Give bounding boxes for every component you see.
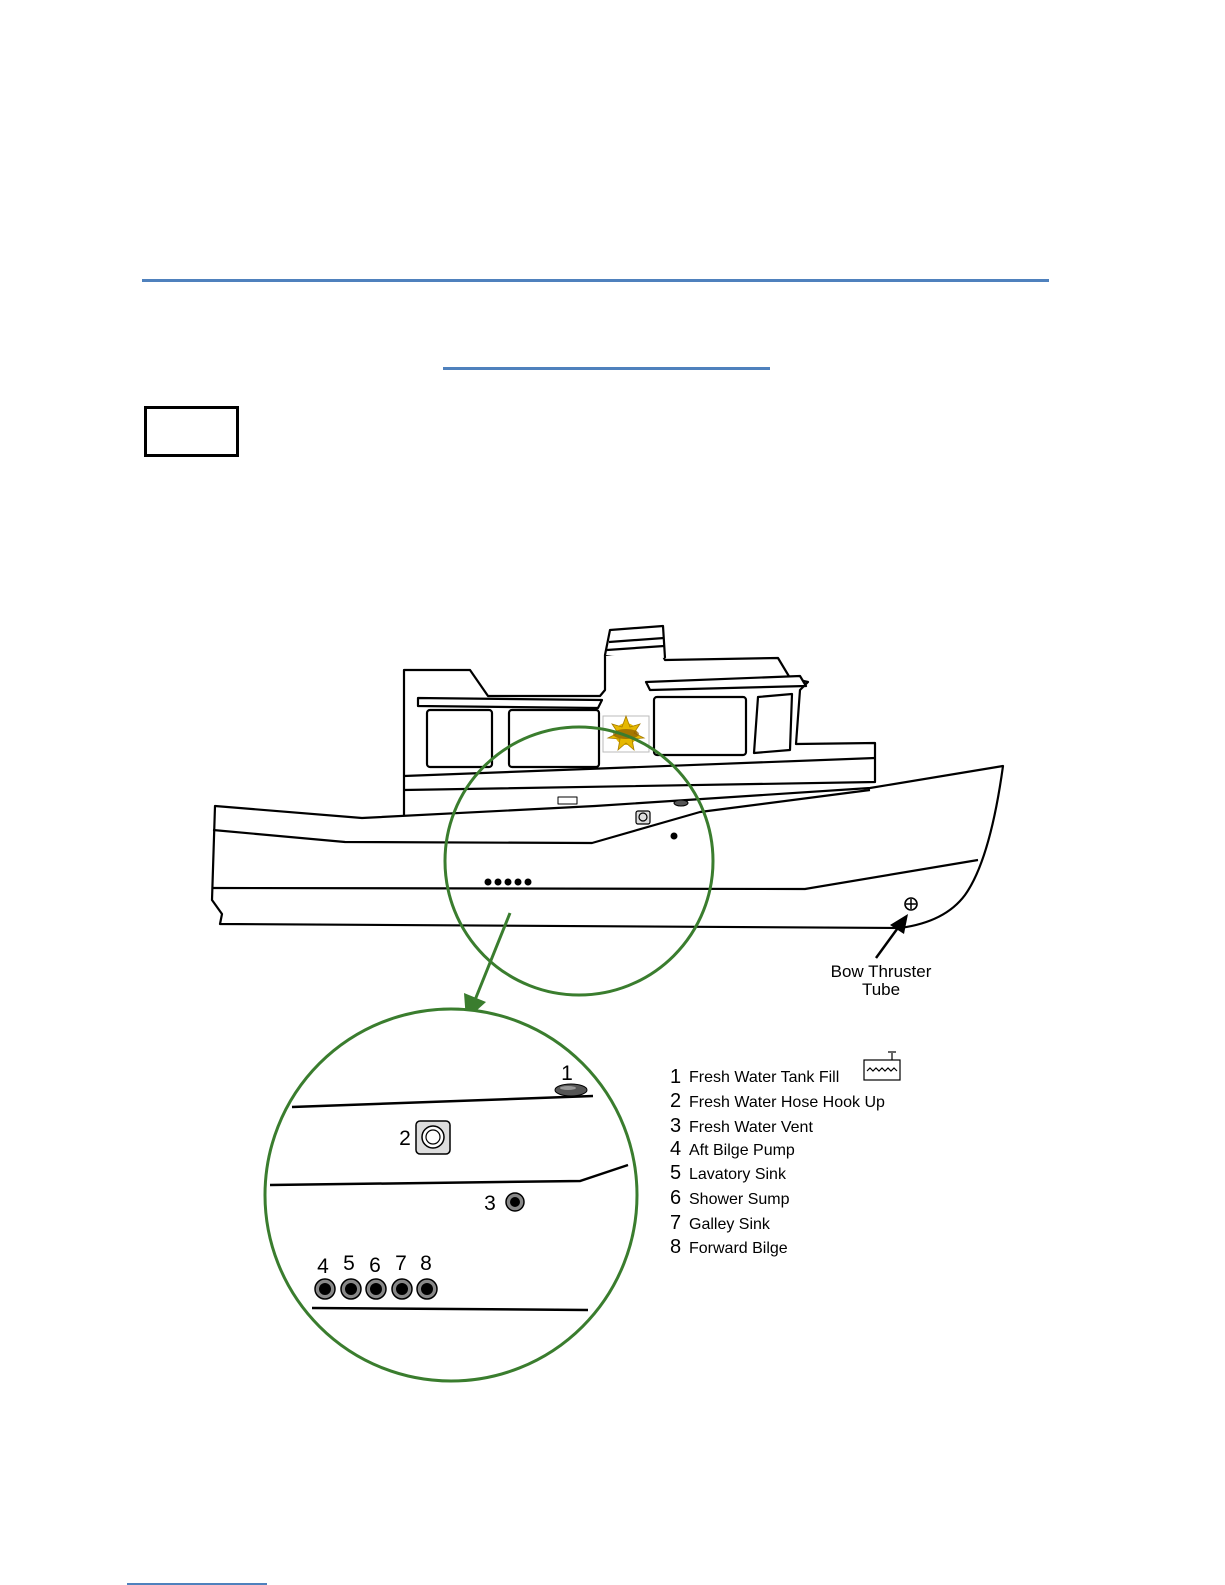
bow-thruster-label-2: Tube [861,980,901,999]
detail-circle [265,1009,637,1381]
legend-label-6: Shower Sump [689,1191,790,1208]
legend-num-4: 4 [670,1138,682,1160]
callout-1: 1 [561,1062,573,1085]
legend-num-6: 6 [670,1187,682,1209]
legend-num-5: 5 [670,1162,682,1184]
legend-label-7: Galley Sink [689,1216,770,1233]
legend-num-2: 2 [670,1090,682,1112]
legend-label-1: Fresh Water Tank Fill [689,1069,840,1086]
callout-6: 6 [369,1254,381,1277]
legend-label-8: Forward Bilge [689,1240,788,1257]
callout-7: 7 [395,1252,407,1275]
boat-hull [212,766,1003,928]
callout-4: 4 [317,1255,329,1278]
legend-label-5: Lavatory Sink [689,1166,786,1183]
callout-5: 5 [343,1252,355,1275]
bow-thruster-label: Bow Thruster [830,962,932,981]
callout-8: 8 [420,1252,432,1275]
bow-thruster-icon [905,898,917,910]
legend [670,1066,885,1258]
legend-num-8: 8 [670,1236,682,1258]
tank-icon [864,1052,900,1080]
legend-num-3: 3 [670,1115,682,1137]
legend-label-3: Fresh Water Vent [689,1119,813,1136]
callout-3: 3 [484,1192,496,1215]
legend-label-2: Fresh Water Hose Hook Up [689,1094,885,1111]
callout-2: 2 [399,1127,411,1150]
hose-fitting-icon [416,1121,450,1154]
legend-num-7: 7 [670,1212,682,1234]
legend-num-1: 1 [670,1066,682,1088]
legend-label-4: Aft Bilge Pump [689,1142,795,1159]
